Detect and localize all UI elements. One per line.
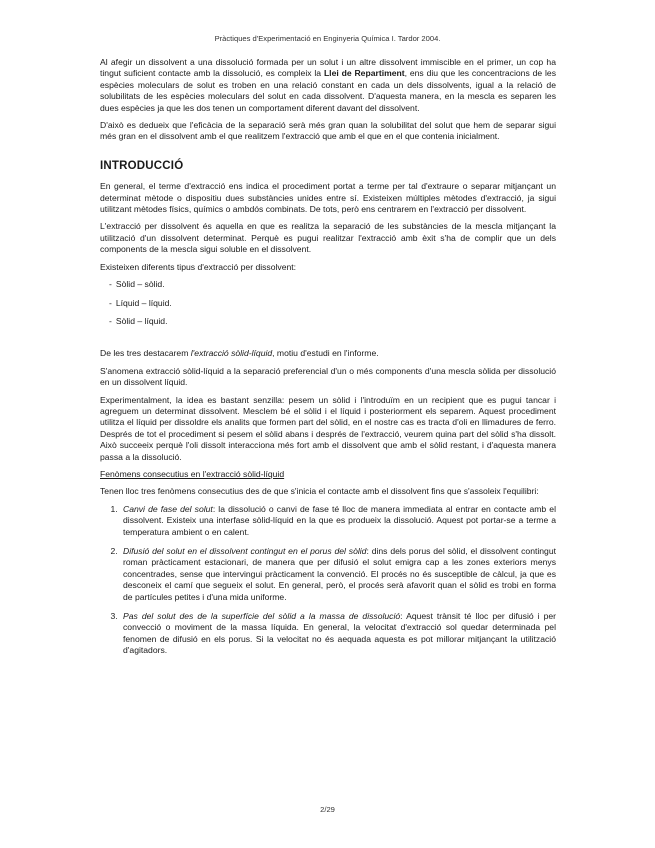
step-title: Difusió del solut en el dissolvent contingut en el porus del sòlid [123, 546, 367, 556]
list-item: - Sòlid – líquid. [109, 316, 556, 327]
phenomena-list [100, 504, 556, 657]
page-header: Pràctiques d'Experimentació en Enginyeria Química I. Tardor 2004. [214, 34, 441, 43]
list-item: - Líquid – líquid. [109, 298, 556, 309]
step-text: : dins dels porus del sòlid, el dissolvent contingut roman pràcticament estacionari, de manera que per difusió el solut emigra cap a les zones exteriors menys concentrades, sense que intervingui pràcticament la convenció. El procés no és susceptible de càlcul, ja que es desconeix el camí que segueix el solut. En general, però, el procés serà afavorit quan el sòlid es trobi en forma de partícules petites i d'una mida uniforme. [123, 546, 556, 602]
document-body [100, 57, 556, 665]
step-title: Canvi de fase del solut [123, 503, 213, 514]
paragraph-phenomena-intro: Tenen lloc tres fenòmens consecutius des de que s'inicia el contacte amb el dissolvent fins que s'assoleix l'equilibri: [100, 486, 539, 497]
extraction-types-list [100, 279, 556, 327]
paragraph-definition: S'anomena extracció sòlid-líquid a la separació preferencial d'un o més components d'una mescla sòlida per dissolució en un dissolvent líquid. [100, 365, 556, 388]
text-span: De les tres destacarem [100, 348, 191, 359]
text-span: Al afegir un dissolvent a una dissolució formada per un solut i un altre dissolvent immiscible en el primer, un cop ha tingut suficient contacte amb la dissolució, es compleix la [100, 57, 556, 79]
list-item [120, 504, 556, 538]
paragraph-experimental: Experimentalment, la idea es bastant senzilla: pesem un sòlid i l'introduïm en un recipient que es pugui tancar i agreguem un determinat dissolvent. Mesclem bé el sòlid i el líquid i posteriorment els separem. Aquest procediment utilitza el líquid per dissoldre els analits que formen part del sòlid, en el nostre cas es tracta d'oli en llimadures de ferro. Després de tot el procediment si pesem el sòlid abans i després de l'extracció, veurem quina part del sòlid s'ha dissolt. Això succeeix perquè l'oli dissolt interacciona més fort amb el dissolvent que amb el sòlid restant, i d'aquesta manera passa a la dissolució. [100, 394, 556, 462]
text-span: , ens diu que les concentracions de les espècies moleculars de solut es troben en una relació constant en cada un dels dissolvents, igual a la relació de solubilitats de les espècies moleculars del solut en cada dissolvent. D'aquesta manera, en la mescla es separen les dues espècies ja que les dos tenen un comportament diferent davant del dissolvent. [100, 68, 556, 113]
section-title: INTRODUCCIÓ [100, 159, 184, 172]
paragraph-distribution-law [100, 57, 556, 114]
step-text: : la dissolució o canvi de fase té lloc de manera immediata al entrar en contacte amb el dissolvent. Existeix una interfase sòlid-líquid en la que es produeix la dissolució. Aquest pot portar-se a terme a temperatura ambient o en calent. [123, 503, 556, 537]
paragraph-efficiency: D'això es dedueix que l'eficàcia de la separació serà més gran quan la solubilitat del solut que hem de separar sigui més gran en el dissolvent amb el que realitzem l'extracció que amb el que en el que contenia inicialment. [100, 120, 556, 142]
text-span: , motiu d'estudi en l'informe. [272, 348, 379, 359]
list-item: - Sòlid – sòlid. [109, 279, 556, 290]
paragraph-highlight [100, 348, 556, 359]
page-number: 2/29 [320, 805, 335, 814]
bold-term: Llei de Repartiment [323, 68, 405, 79]
list-item [120, 611, 556, 657]
step-title: Pas del solut des de la superfície del sòlid a la massa de dissolució [123, 611, 401, 622]
paragraph-types-intro: Existeixen diferents tipus d'extracció per dissolvent: [100, 261, 297, 272]
italic-term: l'extracció sòlid-líquid [190, 348, 273, 359]
paragraph-extraction-general: En general, el terme d'extracció ens indica el procediment portat a terme per tal d'extraure o separar mitjançant un determinat mètode o dispositiu dues substàncies unides entre sí. Existeixen múltiples mètodes d'extracció, ja sigui utilitzant mètodes físics, químics o ambdós combinats. De tots, però ens centrarem en l'extracció per dissolvent. [100, 181, 556, 215]
subheading: Fenòmens consecutius en l'extracció sòlid-líquid [100, 468, 285, 479]
step-text: : Aquest trànsit té lloc per difusió i per convecció o moviment de la massa líquida. En general, la velocitat d'extracció sol quedar determinada pel fenomen de difusió en els porus. Si la velocitat no és aequada aquesta es pot millorar mitjançant la utilització d'agitadors. [123, 611, 556, 656]
list-item [120, 546, 556, 603]
paragraph-solvent-extraction: L'extracció per dissolvent és aquella en que es realitza la separació de les substàncies de la mescla mitjançant la utilització d'un dissolvent determinat. Perquè es pugui realitzar l'extracció amb èxit s'ha de complir que un dels components de la mescla sigui soluble en el dissolvent. [100, 221, 556, 255]
